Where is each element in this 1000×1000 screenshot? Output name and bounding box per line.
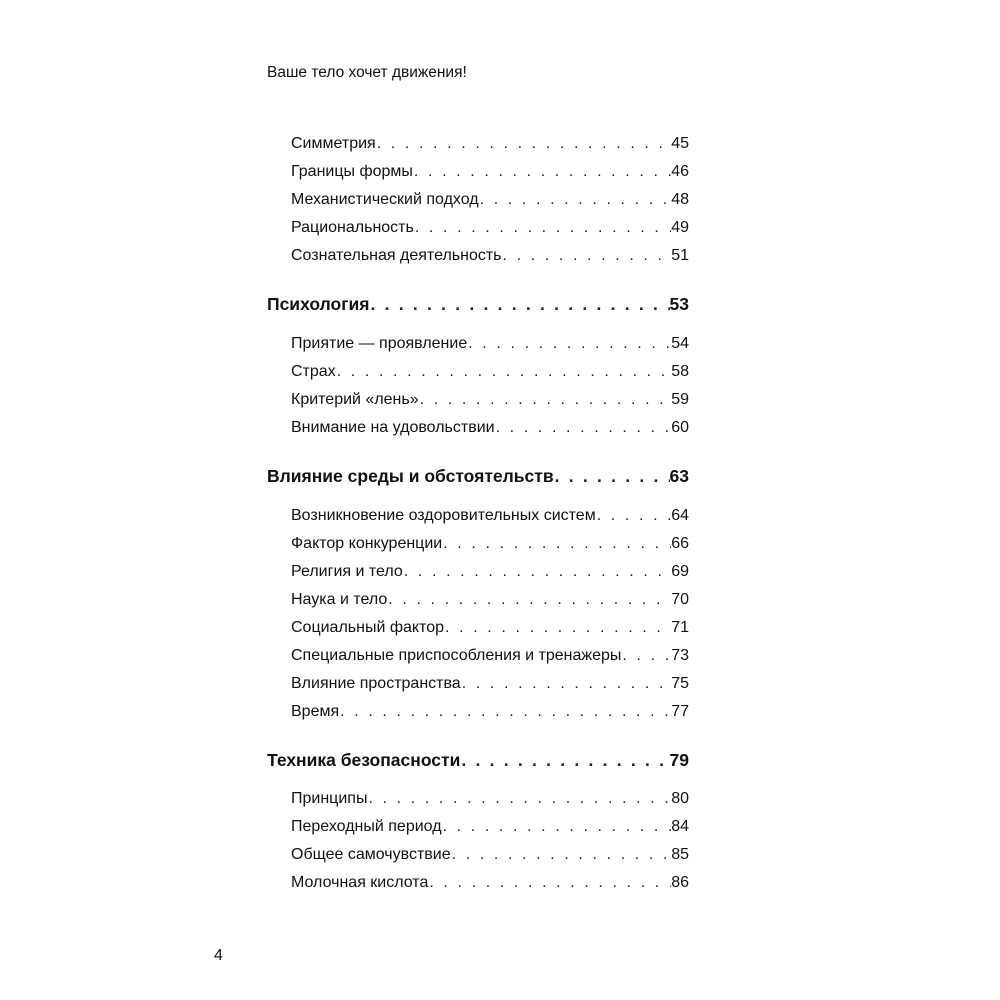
toc-entry-title: Границы формы [291, 163, 413, 180]
toc-entry-title: Время [291, 703, 340, 720]
toc-entry-title: Фактор конкуренции [291, 535, 443, 552]
toc-entry-page: 48 [671, 191, 689, 208]
toc-entry-title: Социальный фактор [291, 619, 445, 636]
leader-dots [554, 466, 670, 487]
leader-dots [387, 591, 671, 609]
leader-dots [376, 135, 672, 153]
toc-entry [291, 507, 689, 525]
toc-entry-title: Переходный период [291, 818, 442, 835]
toc-entry-page: 60 [671, 419, 689, 436]
toc-chapter-title: Техника безопасности [267, 750, 461, 770]
toc-entry [291, 647, 689, 665]
leader-dots [339, 703, 671, 721]
leader-dots [442, 535, 671, 553]
toc-chapter-page: 53 [669, 294, 689, 314]
toc-entry-title: Принципы [291, 790, 368, 807]
toc-entry-page: 70 [671, 591, 689, 608]
toc-chapter [267, 294, 689, 315]
leader-dots [621, 647, 671, 665]
leader-dots [403, 563, 671, 581]
toc-entry-page: 54 [671, 335, 689, 352]
toc-entry-page: 58 [671, 363, 689, 380]
toc-entry-page: 49 [671, 219, 689, 236]
toc-entry-page: 45 [671, 135, 689, 152]
toc-chapter-title: Влияние среды и обстоятельств [267, 466, 554, 486]
toc-entry-title: Специальные приспособления и тренажеры [291, 647, 622, 664]
toc-entry-title: Механистический подход [291, 191, 479, 208]
toc-entry-page: 75 [671, 675, 689, 692]
toc-entry [291, 391, 689, 409]
toc-chapter-title: Психология [267, 294, 370, 314]
toc-entry [291, 335, 689, 353]
toc-entry-title: Наука и тело [291, 591, 388, 608]
leader-dots [442, 818, 672, 836]
leader-dots [596, 507, 672, 525]
toc-entry-title: Внимание на удовольствии [291, 419, 495, 436]
toc-entry-title: Страх [291, 363, 336, 380]
toc-entry [291, 191, 689, 209]
toc-entry-page: 85 [671, 846, 689, 863]
toc-entry-title: Критерий «лень» [291, 391, 419, 408]
toc-entry-title: Молочная кислота [291, 874, 429, 891]
toc-entry-page: 86 [671, 874, 689, 891]
toc-entry [291, 363, 689, 381]
toc-entry-page: 64 [671, 507, 689, 524]
leader-dots [479, 191, 672, 209]
leader-dots [367, 790, 671, 808]
toc-entry-title: Влияние пространства [291, 675, 461, 692]
toc-entry-title: Возникновение оздоровительных систем [291, 507, 596, 524]
toc-entry [291, 619, 689, 637]
leader-dots [502, 247, 672, 265]
toc-entry-title: Рациональность [291, 219, 414, 236]
leader-dots [428, 874, 671, 892]
toc-entry-page: 59 [671, 391, 689, 408]
leader-dots [495, 419, 672, 437]
leader-dots [336, 363, 672, 381]
leader-dots [369, 294, 669, 315]
toc-entry-title: Приятие — проявление [291, 335, 468, 352]
toc-chapter [267, 466, 689, 487]
toc-entry-page: 66 [671, 535, 689, 552]
toc-entry-title: Симметрия [291, 135, 376, 152]
leader-dots [461, 675, 672, 693]
toc-chapter-page: 79 [669, 750, 689, 770]
toc-entry [291, 675, 689, 693]
toc-entry-page: 71 [671, 619, 689, 636]
page-number: 4 [214, 947, 223, 964]
toc-entry-page: 69 [671, 563, 689, 580]
leader-dots [451, 846, 672, 864]
toc-entry [291, 247, 689, 265]
leader-dots [444, 619, 671, 637]
leader-dots [419, 391, 672, 409]
toc-entry-page: 46 [671, 163, 689, 180]
toc-entry [291, 563, 689, 581]
toc-entry [291, 535, 689, 553]
toc-entry [291, 818, 689, 836]
leader-dots [414, 219, 671, 237]
toc-entry [291, 846, 689, 864]
toc-entry-page: 73 [671, 647, 689, 664]
leader-dots [467, 335, 671, 353]
toc-entry [291, 419, 689, 437]
toc-entry [291, 591, 689, 609]
running-header: Ваше тело хочет движения! [267, 64, 467, 81]
toc-entry [291, 219, 689, 237]
leader-dots [413, 163, 671, 181]
toc-chapter [267, 750, 689, 771]
toc-chapter-page: 63 [669, 466, 689, 486]
toc-entry-page: 77 [671, 703, 689, 720]
toc-entry-title: Сознательная деятельность [291, 247, 502, 264]
leader-dots [460, 750, 669, 771]
toc-entry [291, 874, 689, 892]
toc-entry-page: 51 [671, 247, 689, 264]
toc-entry-page: 80 [671, 790, 689, 807]
toc-entry-page: 84 [671, 818, 689, 835]
toc-entry-title: Религия и тело [291, 563, 403, 580]
toc-entry [291, 703, 689, 721]
toc-entry [291, 163, 689, 181]
toc-entry [291, 135, 689, 153]
toc-entry-title: Общее самочувствие [291, 846, 451, 863]
toc-entry [291, 790, 689, 808]
